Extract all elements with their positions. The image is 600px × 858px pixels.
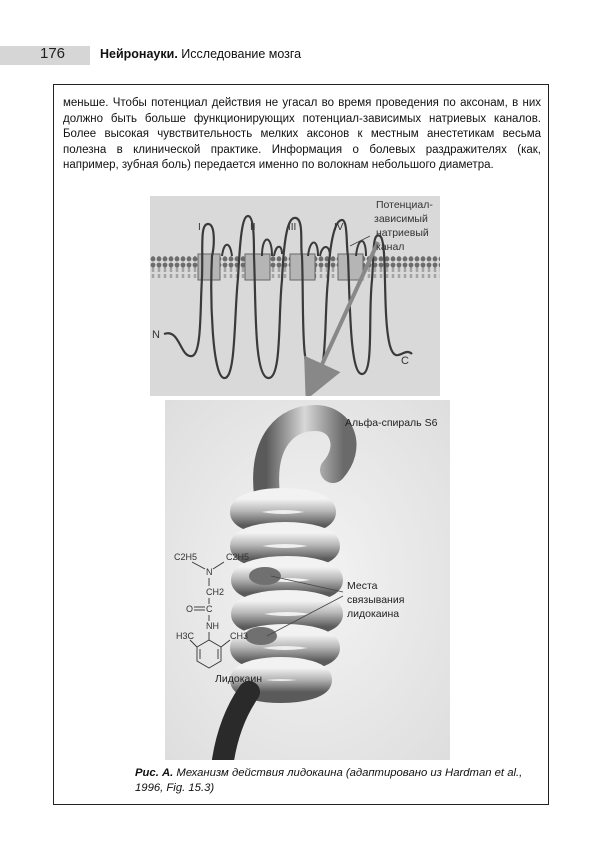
methyl-right: CH3 — [230, 631, 249, 641]
figure-caption — [135, 766, 535, 796]
book-title-bold: Нейронауки. — [100, 47, 178, 61]
binding-label-line-2: связывания — [347, 594, 405, 606]
carbonyl-oxygen: O — [186, 604, 194, 614]
channel-label-line-3: натриевый — [376, 227, 429, 239]
lidocaine-label: Лидокаин — [215, 673, 263, 685]
binding-label-line-3: лидокаина — [347, 608, 400, 620]
caption-text: Механизм действия лидокаина (адаптировано из Hardman et al., 1996, Fig. 15.3) — [135, 767, 523, 794]
ethyl-right: C2H5 — [226, 552, 250, 562]
body-paragraph: меньше. Чтобы потенциал действия не угасал во время проведения по аксонам, в них должно быть больше функционирующих потенциал-зависимых натриевых каналов. Более высокая чувствительность мелких аксонов к местным анестетикам весьма полезна в клинической практике. Информация о болевых раздражителях (как, например, зубная боль) передается именно по волокнам небольшого диаметра. — [63, 97, 541, 172]
helix-label: Альфа-спираль S6 — [345, 417, 438, 429]
domain-label-4: IV — [334, 222, 344, 233]
c-terminus-label: C — [401, 355, 409, 367]
channel-label-line-1: Потенциал- — [376, 199, 433, 211]
methyl-left: H3C — [176, 631, 195, 641]
n-terminus-label: N — [152, 329, 160, 341]
binding-label-line-1: Места — [347, 580, 378, 592]
domain-label-3: III — [288, 222, 297, 233]
amine-nitrogen: N — [206, 567, 213, 577]
sodium-channel-figure — [150, 196, 440, 396]
domain-label-1: I — [198, 222, 201, 233]
lidocaine-molecule — [172, 548, 262, 673]
running-head — [100, 47, 301, 61]
page-number: 176 — [40, 45, 66, 62]
caption-label: Рис. А. — [135, 767, 174, 779]
domain-label-2: II — [250, 222, 256, 233]
carbonyl-carbon: C — [206, 604, 213, 614]
channel-label-line-4: канал — [376, 241, 405, 253]
ethyl-left: C2H5 — [174, 552, 198, 562]
amide-nh: NH — [206, 621, 219, 631]
book-title-rest: Исследование мозга — [177, 47, 302, 61]
molecule-bonds — [190, 562, 230, 668]
channel-label-line-2: зависимый — [374, 213, 428, 225]
methylene: CH2 — [206, 587, 225, 597]
